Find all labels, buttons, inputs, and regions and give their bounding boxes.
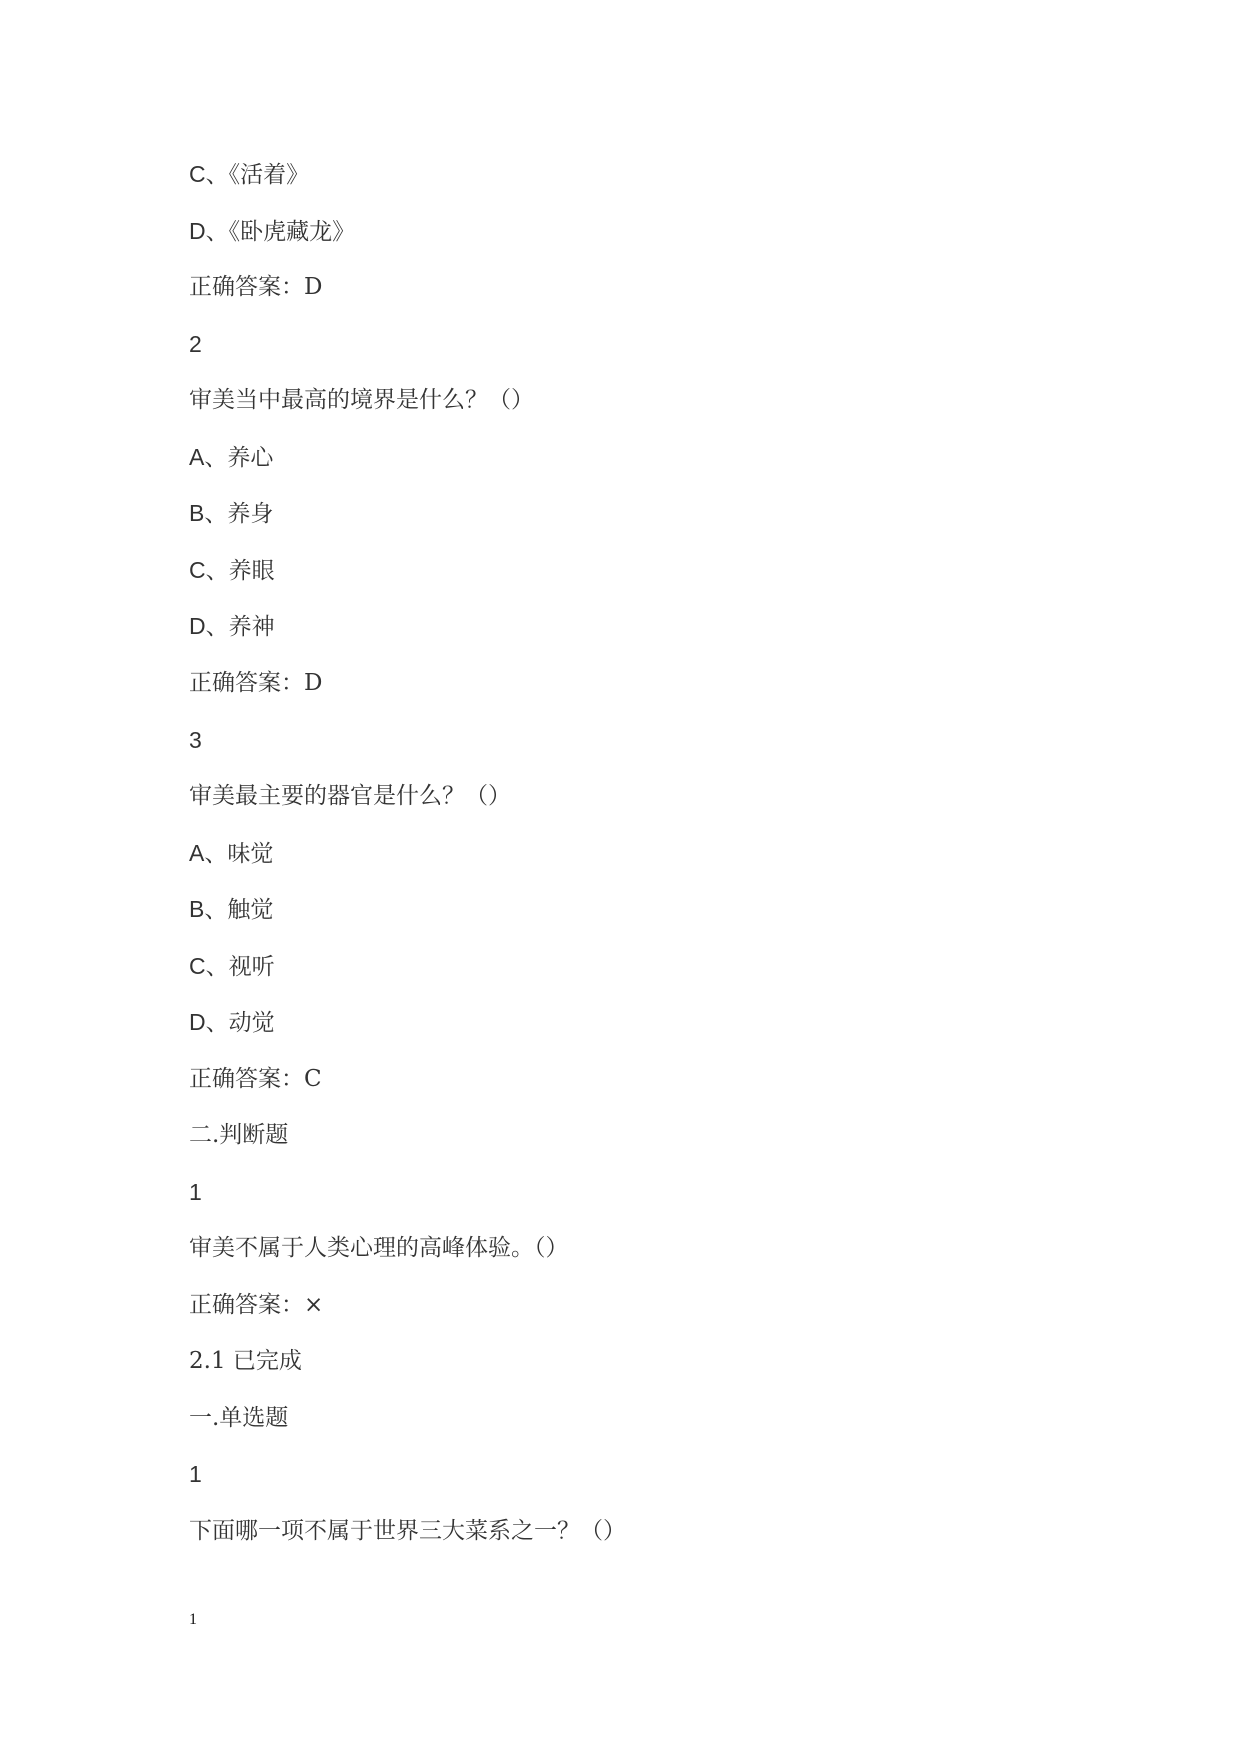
question-text-1-new: 下面哪一项不属于世界三大菜系之一？（） xyxy=(189,1518,626,1544)
tf-question-text-1: 审美不属于人类心理的高峰体验。（） xyxy=(189,1235,569,1261)
section-title-true-false: 二.判断题 xyxy=(189,1122,289,1148)
option-c-2: C、养眼 xyxy=(189,557,275,583)
option-a-3: A、味觉 xyxy=(189,840,274,866)
question-number-2: 2 xyxy=(189,331,202,357)
question-text-3: 审美最主要的器官是什么？（） xyxy=(189,783,511,809)
correct-answer-1: 正确答案：D xyxy=(189,274,323,300)
tf-correct-answer-1: 正确答案：× xyxy=(189,1292,324,1318)
section-title-single-choice: 一.单选题 xyxy=(189,1405,289,1431)
option-b-2: B、养身 xyxy=(189,500,274,526)
option-b-3: B、触觉 xyxy=(189,896,274,922)
section-status-2-1: 2.1 已完成 xyxy=(189,1348,302,1374)
correct-answer-2: 正确答案：D xyxy=(189,670,323,696)
question-text-2: 审美当中最高的境界是什么？（） xyxy=(189,387,534,413)
question-number-1-new: 1 xyxy=(189,1461,202,1487)
option-a-2: A、养心 xyxy=(189,444,274,470)
option-c-3: C、视听 xyxy=(189,953,275,979)
option-c-title: C、《活着》 xyxy=(189,161,310,187)
option-d-3: D、动觉 xyxy=(189,1009,275,1035)
option-d-title: D、《卧虎藏龙》 xyxy=(189,218,356,244)
correct-answer-3: 正确答案：C xyxy=(189,1066,322,1092)
option-d-2: D、养神 xyxy=(189,613,275,639)
tf-question-number-1: 1 xyxy=(189,1179,202,1205)
page-number: 1 xyxy=(189,1611,197,1628)
question-number-3: 3 xyxy=(189,727,202,753)
